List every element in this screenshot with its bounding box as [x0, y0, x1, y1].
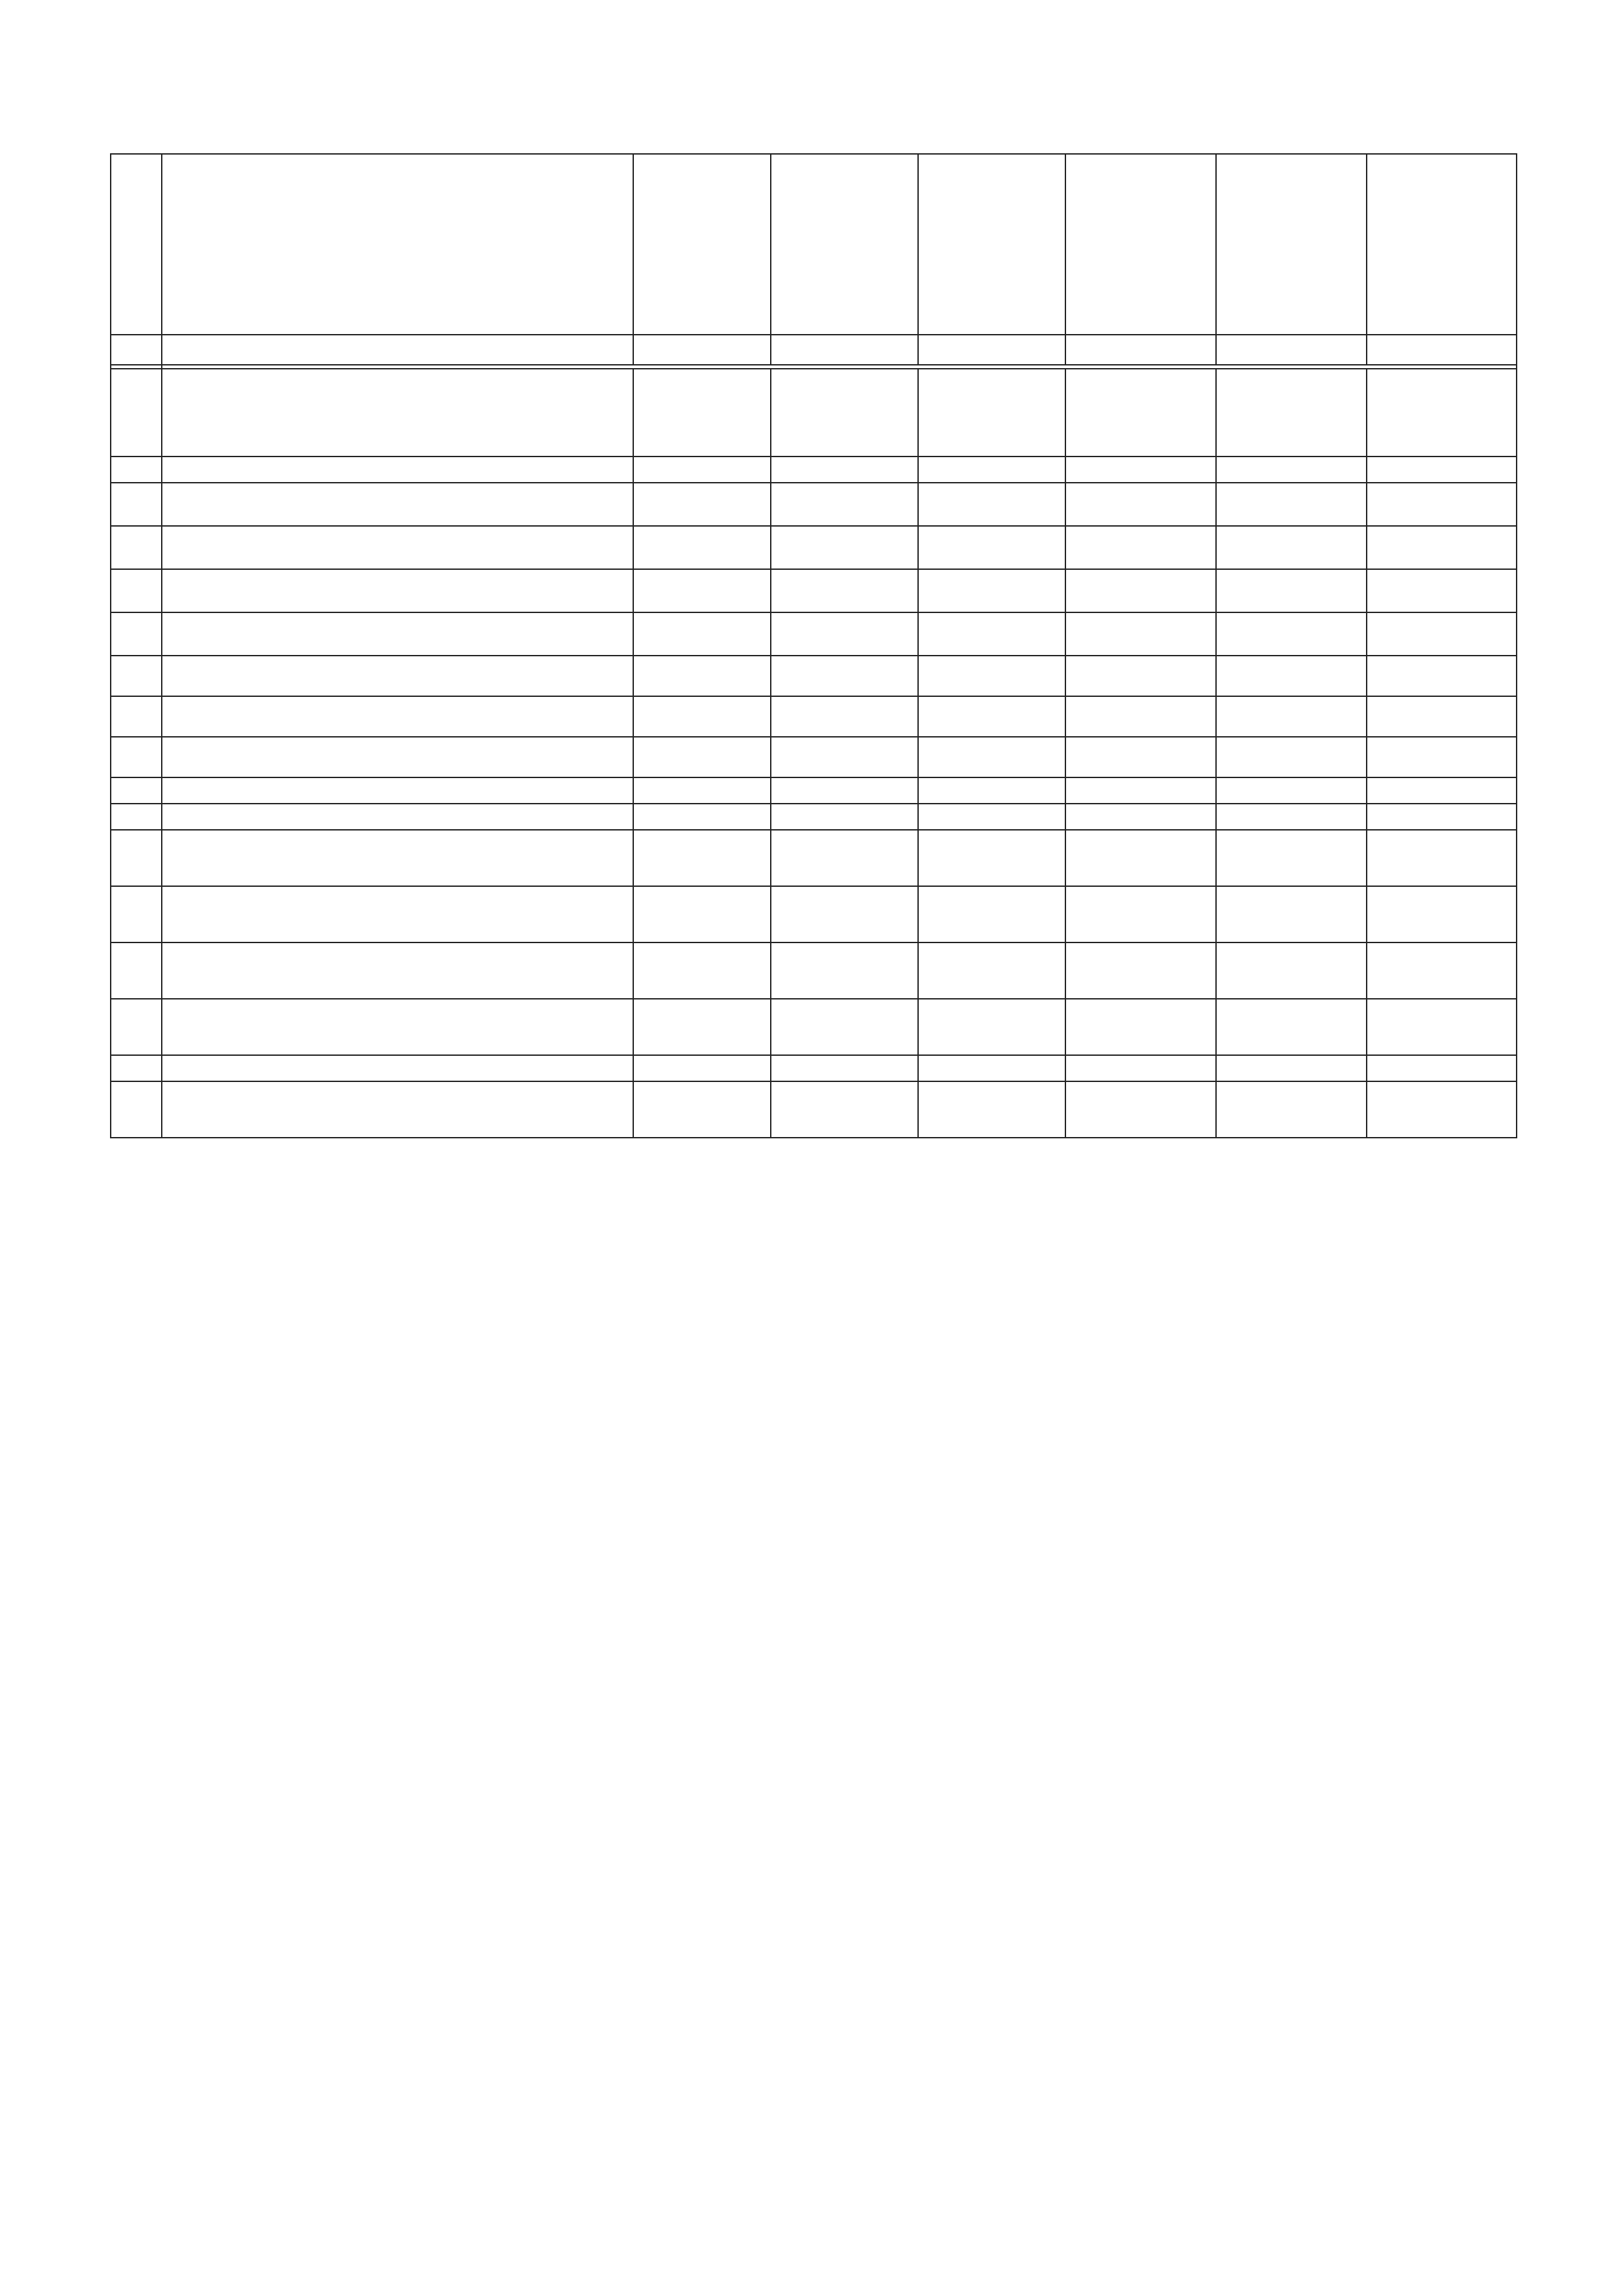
table-row — [111, 696, 1517, 737]
service-name — [162, 804, 633, 830]
paid-value — [918, 1081, 1065, 1138]
supplier-value — [1216, 569, 1367, 612]
service-name — [162, 457, 633, 483]
report-table — [110, 153, 1517, 1138]
table-row — [111, 737, 1517, 777]
paid-value — [918, 942, 1065, 999]
service-name — [162, 942, 633, 999]
table-row — [111, 942, 1517, 999]
table-row — [111, 569, 1517, 612]
service-name — [162, 999, 633, 1055]
table-row — [111, 830, 1517, 886]
debt-value — [1065, 335, 1216, 365]
service-name — [162, 1055, 633, 1081]
col-header-economy — [1367, 154, 1517, 335]
col-header-charged — [771, 154, 918, 335]
paid-value — [918, 1055, 1065, 1081]
paid-value — [918, 526, 1065, 569]
charged-value — [771, 1081, 918, 1138]
service-name — [162, 830, 633, 886]
table-row — [111, 335, 1517, 365]
col-header-saldo — [633, 154, 771, 335]
table-row — [111, 369, 1517, 457]
table-row — [111, 1055, 1517, 1081]
row-number — [111, 1081, 162, 1138]
col-header-debt — [1065, 154, 1216, 335]
paid-value — [918, 335, 1065, 365]
paid-value — [918, 569, 1065, 612]
table-row — [111, 612, 1517, 656]
debt-value — [1065, 483, 1216, 526]
service-name — [162, 569, 633, 612]
col-header-supplier — [1216, 154, 1367, 335]
service-name — [162, 737, 633, 777]
table-row — [111, 457, 1517, 483]
supplier-value — [1216, 369, 1367, 457]
table-row — [111, 804, 1517, 830]
table-row — [111, 777, 1517, 804]
service-name — [162, 526, 633, 569]
supplier-value — [1216, 656, 1367, 696]
paid-value — [918, 886, 1065, 942]
col-header-no — [111, 154, 162, 335]
table-row — [111, 483, 1517, 526]
supplier-value — [1216, 335, 1367, 365]
service-name — [162, 656, 633, 696]
debt-value — [1065, 1081, 1216, 1138]
economy-value — [1367, 656, 1517, 696]
paid-value — [918, 612, 1065, 656]
col-header-paid — [918, 154, 1065, 335]
charged-value — [771, 569, 918, 612]
col-header-service — [162, 154, 633, 335]
supplier-value — [1216, 483, 1367, 526]
service-name — [162, 483, 633, 526]
supplier-value — [1216, 526, 1367, 569]
table-row — [111, 656, 1517, 696]
charged-value — [771, 526, 918, 569]
charged-value — [771, 335, 918, 365]
economy-value — [1367, 737, 1517, 777]
row-number — [111, 656, 162, 696]
debt-value — [1065, 656, 1216, 696]
paid-value — [918, 656, 1065, 696]
debt-value — [1065, 569, 1216, 612]
economy-value — [1367, 526, 1517, 569]
paid-value — [918, 830, 1065, 886]
service-name — [162, 1081, 633, 1138]
service-name — [162, 369, 633, 457]
service-name — [162, 612, 633, 656]
service-name — [162, 335, 633, 365]
table-header-row — [111, 154, 1517, 335]
row-number — [111, 777, 162, 804]
charged-value — [771, 612, 918, 656]
saldo-value — [633, 656, 771, 696]
charged-value — [771, 656, 918, 696]
economy-value — [1367, 696, 1517, 737]
supplier-value — [1216, 457, 1367, 483]
row-number — [111, 335, 162, 365]
table-row — [111, 526, 1517, 569]
table-row — [111, 1081, 1517, 1138]
table-row — [111, 999, 1517, 1055]
paid-value — [918, 777, 1065, 804]
economy-value — [1367, 569, 1517, 612]
supplier-value — [1216, 612, 1367, 656]
charged-value — [771, 483, 918, 526]
economy-value — [1367, 483, 1517, 526]
supplier-value — [1216, 1081, 1367, 1138]
service-name — [162, 696, 633, 737]
paid-value — [918, 483, 1065, 526]
table-row — [111, 886, 1517, 942]
debt-status — [1065, 886, 1216, 942]
debt-value — [1065, 612, 1216, 656]
paid-value — [918, 804, 1065, 830]
service-name — [162, 777, 633, 804]
service-name — [162, 886, 633, 942]
economy-value — [1367, 612, 1517, 656]
debt-value — [1065, 526, 1216, 569]
paid-value — [918, 999, 1065, 1055]
